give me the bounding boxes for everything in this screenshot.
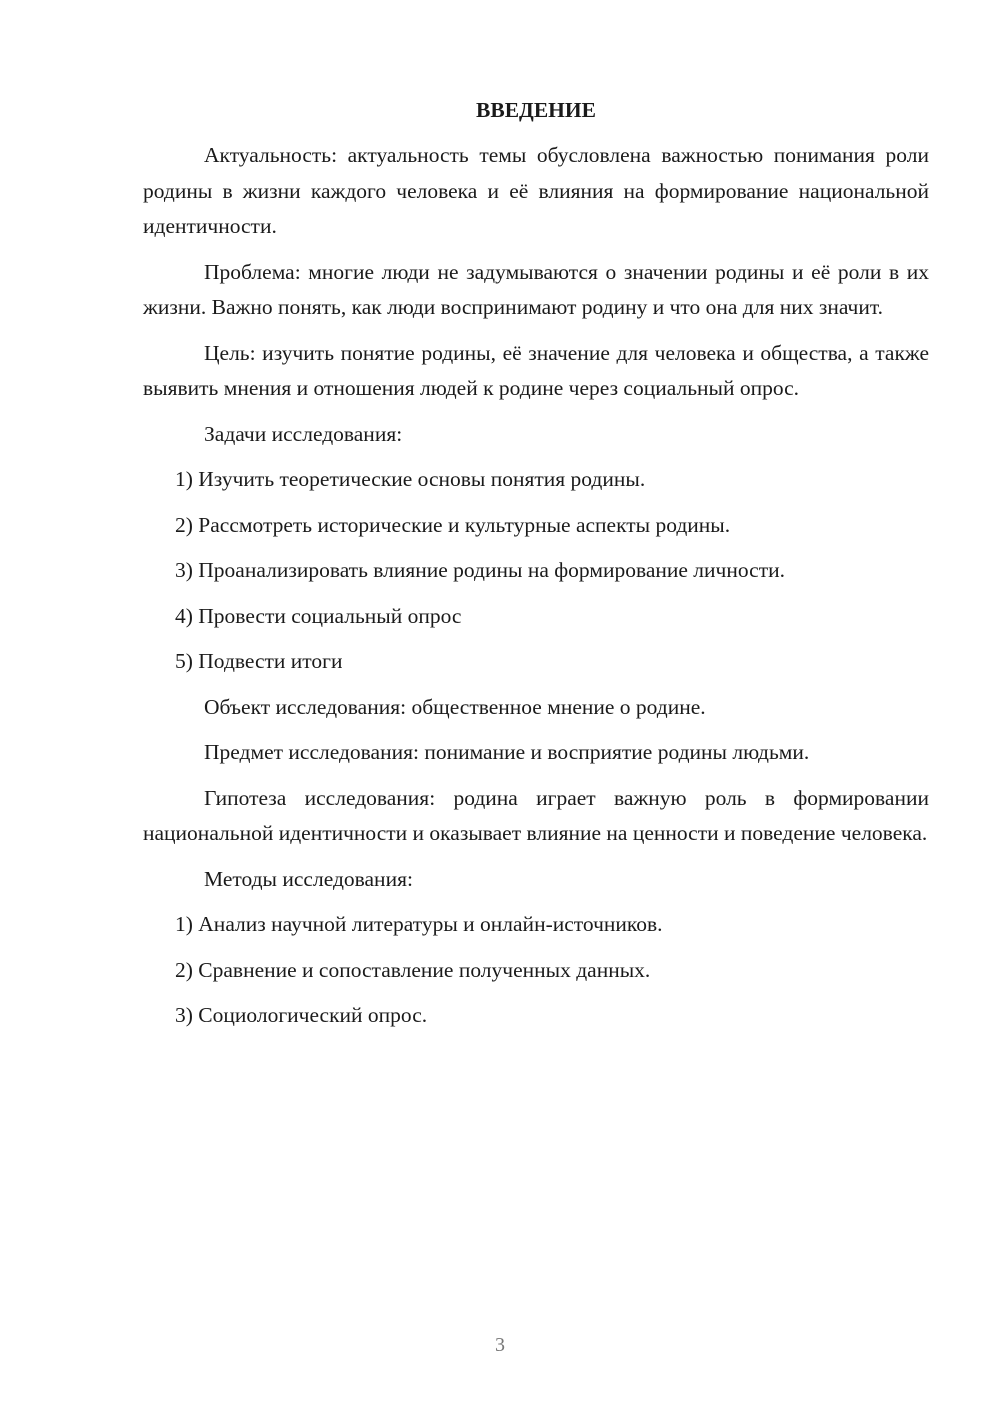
task-item-2: 2) Рассмотреть исторические и культурные аспекты родины. [175,512,731,537]
object-paragraph: Объект исследования: общественное мнение о родине. [204,694,706,719]
task-item-1: 1) Изучить теоретические основы понятия родины. [175,467,646,491]
subject-paragraph: Предмет исследования: понимание и восприятие родины людьми. [204,740,810,764]
hypothesis-paragraph: Гипотеза исследования: родина играет важную роль в формировании национальной идентичности и оказывает влияние на ценности и поведение человека. [143,785,929,845]
methods-list [143,907,929,1034]
task-item-3: 3) Проанализировать влияние родины на формирование личности. [175,558,785,582]
tasks-heading: Задачи исследования: [204,421,403,446]
method-item-3: 3) Социологический опрос. [175,1003,428,1027]
task-item-4: 4) Провести социальный опрос [175,603,462,628]
tasks-list [143,462,929,680]
page-number: 3 [495,1334,505,1356]
method-item-1: 1) Анализ научной литературы и онлайн-источников. [175,912,663,936]
page-title: ВВЕДЕНИЕ [476,98,596,122]
methods-heading: Методы исследования: [204,866,413,891]
relevance-paragraph: Актуальность: актуальность темы обусловлена важностью понимания роли родины в жизни каждого человека и её влияния на формирование национальной идентичности. [143,143,929,238]
problem-paragraph: Проблема: многие люди не задумываются о значении родины и её роли в их жизни. Важно понять, как люди воспринимают родину и что она для них значит. [143,259,929,319]
method-item-2: 2) Сравнение и сопоставление полученных данных. [175,957,651,982]
document-page [143,94,929,1044]
task-item-5: 5) Подвести итоги [175,649,343,673]
goal-paragraph: Цель: изучить понятие родины, её значение для человека и общества, а также выявить мнения и отношения людей к родине через социальный опрос. [143,340,929,400]
